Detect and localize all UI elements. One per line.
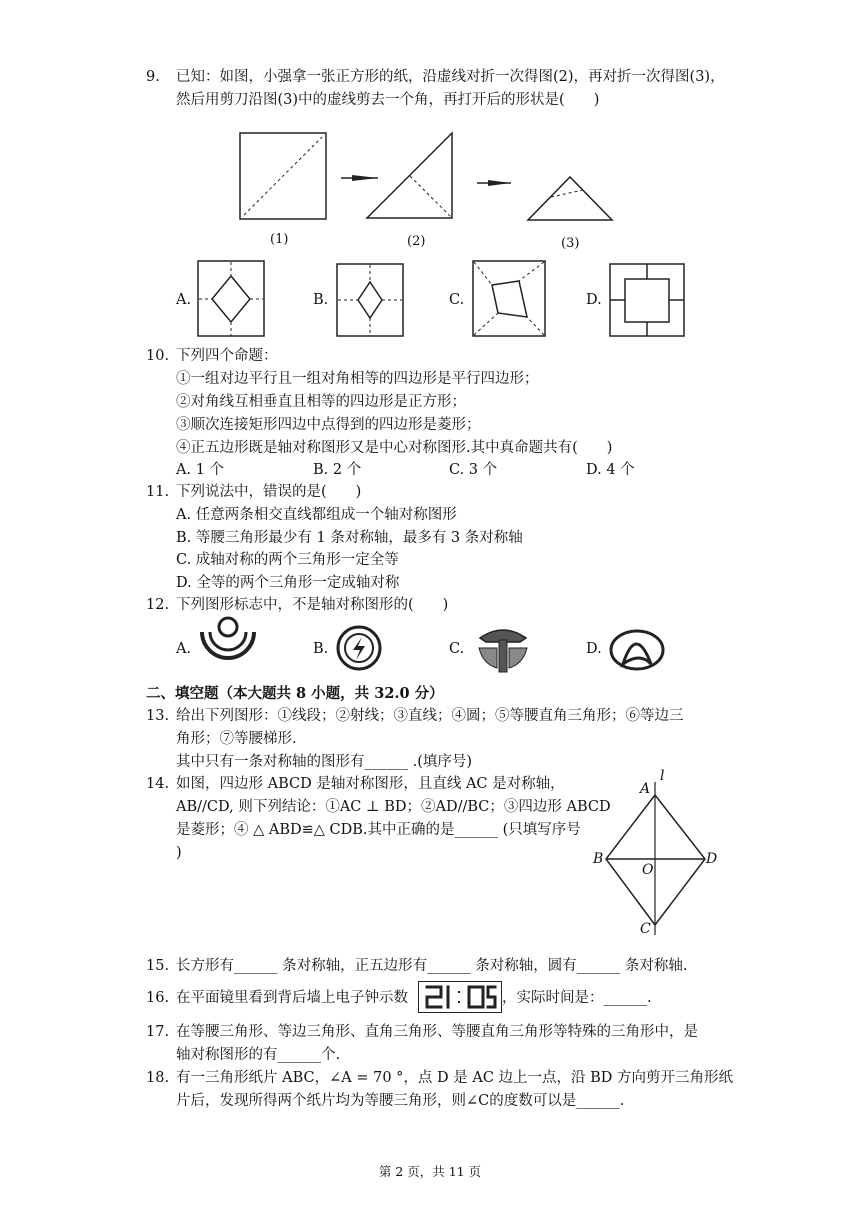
- q10-option-c: C. 3 个: [449, 462, 498, 478]
- q10-stem: 下列四个命题：: [176, 348, 278, 364]
- q9-option-c-label: C.: [449, 292, 465, 308]
- q17-number: 17.: [146, 1024, 170, 1040]
- q11-option-c: C. 成轴对称的两个三角形一定全等: [176, 552, 399, 568]
- q14-label-b: B: [593, 851, 604, 867]
- q12-option-b-label: B.: [313, 641, 329, 657]
- q13-number: 13.: [146, 708, 170, 724]
- q15-text: 长方形有______ 条对称轴，正五边形有______ 条对称轴，圆有______ 条对称轴.: [176, 958, 688, 974]
- q16-number: 16.: [146, 990, 170, 1006]
- q16-text-before: 在平面镜里看到背后墙上电子钟示数: [176, 990, 408, 1006]
- q9-option-b-label: B.: [313, 292, 329, 308]
- q14-label-o: O: [642, 862, 654, 878]
- q13-line1: 给出下列图形：①线段；②射线；③直线；④圆；⑤等腰直角三角形；⑥等边三: [176, 708, 684, 724]
- q10-item-2: ②对角线互相垂直且相等的四边形是正方形；: [176, 394, 466, 410]
- q10-item-3: ③顺次连接矩形四边中点得到的四边形是菱形；: [176, 417, 481, 433]
- section-2-heading: 二、填空题（本大题共 8 小题，共 32.0 分）: [146, 685, 444, 702]
- q11-number: 11.: [146, 484, 170, 500]
- q14-label-l: l: [660, 768, 665, 784]
- q9-line1: 已知：如图，小强拿一张正方形的纸，沿虚线对折一次得图(2)，再对折一次得图(3)，: [176, 69, 725, 85]
- q10-option-a: A. 1 个: [176, 462, 225, 478]
- q9-number: 9.: [146, 69, 160, 85]
- q11-stem: 下列说法中，错误的是( ): [176, 484, 362, 500]
- q11-option-d: D. 全等的两个三角形一定成轴对称: [176, 575, 400, 591]
- q18-line1: 有一三角形纸片 ABC，∠A = 70 °，点 D 是 AC 边上一点，沿 BD 方向剪开三角形纸: [176, 1070, 734, 1086]
- q14-number: 14.: [146, 776, 170, 792]
- q18-line2: 片后，发现所得两个纸片均为等腰三角形，则∠C的度数可以是______.: [176, 1093, 625, 1109]
- q13-line3: 其中只有一条对称轴的图形有______ .(填序号): [176, 754, 473, 770]
- q16-text-after: ，实际时间是：______.: [502, 990, 652, 1006]
- q10-number: 10.: [146, 348, 170, 364]
- q11-option-a: A. 任意两条相交直线都组成一个轴对称图形: [176, 507, 457, 523]
- q12-option-a-label: A.: [176, 641, 192, 657]
- q9-line2: 然后用剪刀沿图(3)中的虚线剪去一个角，再打开后的形状是( ): [176, 92, 600, 108]
- q9-fig3-label: (3): [561, 236, 580, 251]
- q15-number: 15.: [146, 958, 170, 974]
- q14-label-c: C: [640, 921, 651, 937]
- q10-option-d: D. 4 个: [586, 462, 635, 478]
- q12-stem: 下列图形标志中，不是轴对称图形的( ): [176, 597, 449, 613]
- q17-line1: 在等腰三角形、等边三角形、直角三角形、等腰直角三角形等特殊的三角形中，是: [176, 1024, 698, 1040]
- q9-fig2-label: (2): [407, 234, 426, 249]
- q17-line2: 轴对称图形的有______个.: [176, 1047, 341, 1063]
- q9-option-d-label: D.: [586, 292, 602, 308]
- q10-item-1: ①一组对边平行且一组对角相等的四边形是平行四边形；: [176, 371, 539, 387]
- q9-option-a-label: A.: [176, 292, 192, 308]
- q14-line4: ): [176, 845, 182, 861]
- q10-option-b: B. 2 个: [313, 462, 362, 478]
- page-footer: 第 2 页，共 11 页: [378, 1164, 482, 1179]
- q14-line3: 是菱形；④ △ ABD≌△ CDB.其中正确的是______ (只填写序号: [176, 822, 581, 838]
- q10-item-4: ④正五边形既是轴对称图形又是中心对称图形.其中真命题共有( ): [176, 440, 613, 456]
- q18-number: 18.: [146, 1070, 170, 1086]
- q13-line2: 角形；⑦等腰梯形.: [176, 731, 297, 747]
- q16-mirrored-clock-image: [418, 981, 502, 1013]
- q14-label-a: A: [640, 781, 651, 797]
- q14-line2: AB//CD, 则下列结论：①AC ⊥ BD；②AD//BC；③四边形 ABCD: [176, 799, 611, 815]
- q11-option-b: B. 等腰三角形最少有 1 条对称轴，最多有 3 条对称轴: [176, 530, 523, 546]
- q12-option-d-label: D.: [586, 641, 602, 657]
- q14-line1: 如图，四边形 ABCD 是轴对称图形，且直线 AC 是对称轴，: [176, 776, 565, 792]
- q14-label-d: D: [706, 851, 718, 867]
- q12-number: 12.: [146, 597, 170, 613]
- q12-option-c-label: C.: [449, 641, 465, 657]
- q9-fig1-label: (1): [270, 232, 289, 247]
